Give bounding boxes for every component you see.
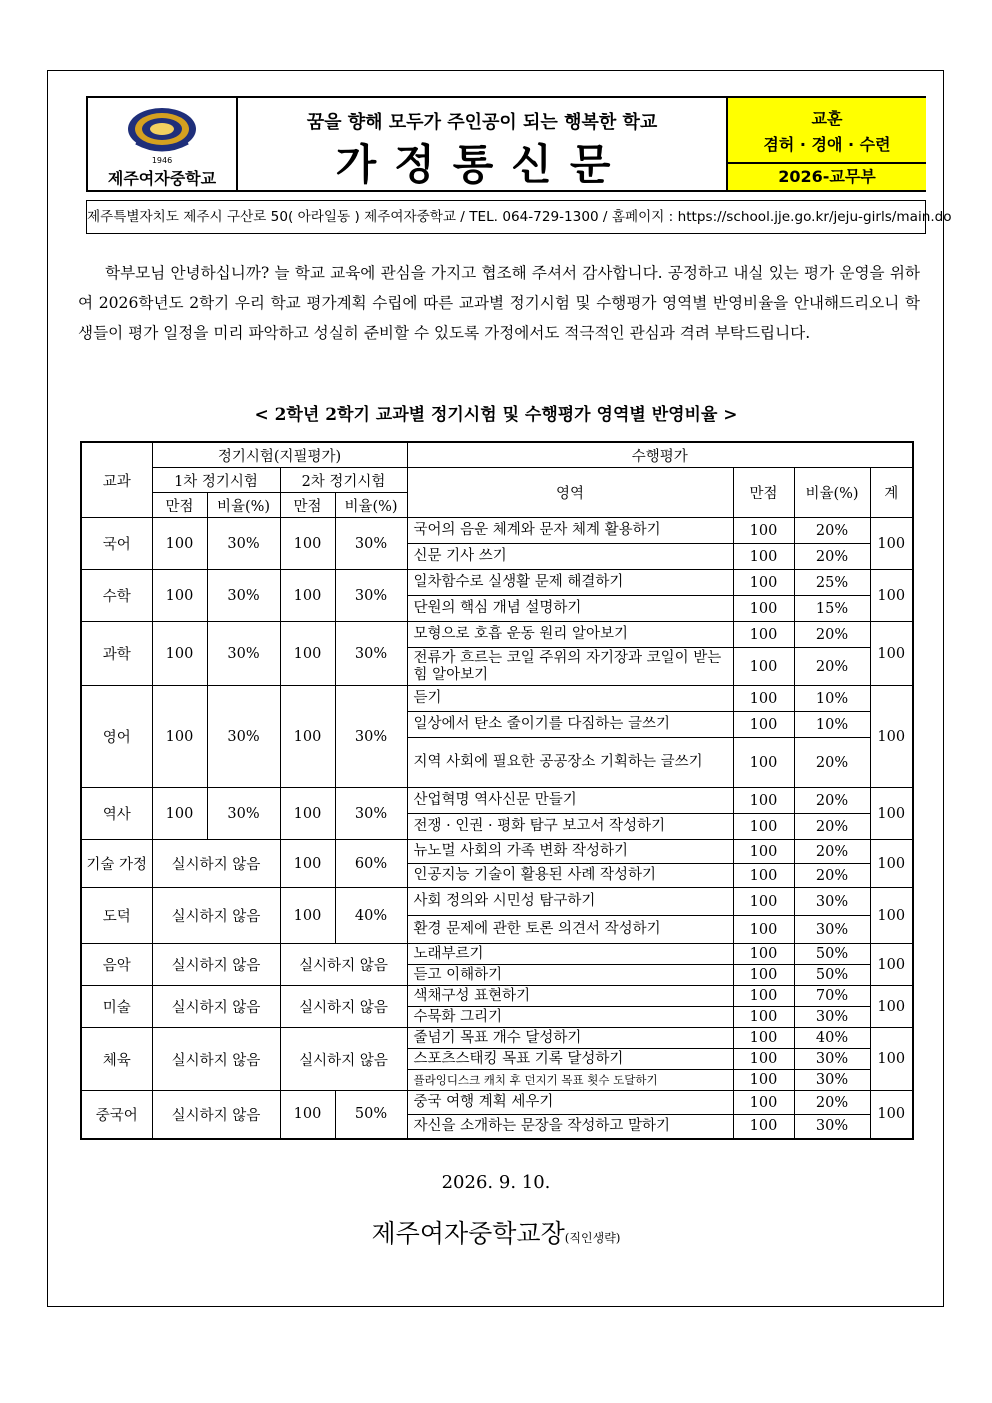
performance-area: 전류가 흐르는 코일 주위의 자기장과 코일이 받는 힘 알아보기 [407, 648, 733, 686]
performance-area: 인공지능 기술이 활용된 사례 작성하기 [407, 864, 733, 888]
performance-ratio: 70% [794, 986, 870, 1007]
exam1-ratio: 30% [207, 622, 280, 686]
performance-ratio: 40% [794, 1028, 870, 1049]
exam2-full: 100 [280, 686, 335, 788]
performance-total: 100 [870, 686, 913, 788]
performance-full: 100 [733, 788, 794, 814]
performance-full: 100 [733, 544, 794, 570]
performance-full: 100 [733, 814, 794, 840]
subject-name: 도덕 [81, 888, 152, 944]
subject-name: 체육 [81, 1028, 152, 1091]
performance-area: 듣고 이해하기 [407, 965, 733, 986]
performance-ratio: 10% [794, 686, 870, 712]
performance-ratio: 15% [794, 596, 870, 622]
performance-ratio: 20% [794, 738, 870, 788]
performance-full: 100 [733, 840, 794, 864]
performance-ratio: 20% [794, 1091, 870, 1115]
performance-full: 100 [733, 916, 794, 944]
subject-name: 역사 [81, 788, 152, 840]
school-name: 제주여자중학교 [107, 169, 217, 188]
performance-area: 지역 사회에 필요한 공공장소 기획하는 글쓰기 [407, 738, 733, 788]
subject-name: 영어 [81, 686, 152, 788]
exam1-ratio: 30% [207, 570, 280, 622]
performance-full: 100 [733, 596, 794, 622]
exam1-not-held: 실시하지 않음 [152, 1091, 280, 1139]
table-row [81, 1091, 913, 1115]
subject-name: 음악 [81, 944, 152, 986]
exam2-ratio: 30% [335, 622, 407, 686]
seal-note: (직인생략) [564, 1231, 621, 1245]
issue-date: 2026. 9. 10. [441, 1172, 551, 1193]
table-row [81, 1028, 913, 1049]
performance-ratio: 25% [794, 570, 870, 596]
exam2-ratio: 30% [335, 570, 407, 622]
exam1-not-held: 실시하지 않음 [152, 1028, 280, 1091]
header-perf-full: 만점 [733, 468, 794, 518]
performance-ratio: 10% [794, 712, 870, 738]
performance-ratio: 20% [794, 788, 870, 814]
performance-full: 100 [733, 1049, 794, 1070]
exam2-ratio: 30% [335, 518, 407, 570]
performance-full: 100 [733, 986, 794, 1007]
header-performance: 수행평가 [407, 442, 913, 468]
exam2-not-held: 실시하지 않음 [280, 986, 407, 1028]
school-logo [88, 98, 238, 190]
performance-area: 단원의 핵심 개념 설명하기 [407, 596, 733, 622]
subject-name: 과학 [81, 622, 152, 686]
performance-total: 100 [870, 1091, 913, 1139]
performance-area: 전쟁 · 인권 · 평화 탐구 보고서 작성하기 [407, 814, 733, 840]
performance-ratio: 30% [794, 1049, 870, 1070]
performance-full: 100 [733, 1007, 794, 1028]
performance-full: 100 [733, 1028, 794, 1049]
performance-area: 플라잉디스크 캐치 후 던지기 목표 횟수 도달하기 [407, 1070, 733, 1091]
performance-ratio: 20% [794, 518, 870, 544]
motto-text: 겸허 · 경애 · 수련 [763, 135, 891, 154]
performance-full: 100 [733, 965, 794, 986]
exam2-ratio: 50% [335, 1091, 407, 1139]
exam2-not-held: 실시하지 않음 [280, 1028, 407, 1091]
header-exam1-full: 만점 [152, 493, 207, 518]
performance-full: 100 [733, 570, 794, 596]
performance-total: 100 [870, 1028, 913, 1091]
performance-ratio: 30% [794, 888, 870, 916]
performance-full: 100 [733, 1070, 794, 1091]
table-row [81, 944, 913, 965]
exam2-full: 100 [280, 788, 335, 840]
exam1-not-held: 실시하지 않음 [152, 888, 280, 944]
exam1-ratio: 30% [207, 686, 280, 788]
performance-full: 100 [733, 686, 794, 712]
principal-name: 제주여자중학교장 [371, 1219, 565, 1248]
header-regular-exam: 정기시험(지필평가) [152, 442, 407, 468]
table-row [81, 788, 913, 814]
school-slogan: 꿈을 향해 모두가 주인공이 되는 행복한 학교 [306, 112, 658, 133]
title-block [238, 98, 726, 190]
exam1-not-held: 실시하지 않음 [152, 986, 280, 1028]
performance-ratio: 50% [794, 944, 870, 965]
performance-ratio: 20% [794, 544, 870, 570]
performance-full: 100 [733, 738, 794, 788]
exam2-full: 100 [280, 888, 335, 944]
subject-name: 국어 [81, 518, 152, 570]
performance-area: 중국 여행 계획 세우기 [407, 1091, 733, 1115]
exam2-full: 100 [280, 518, 335, 570]
header-exam2-full: 만점 [280, 493, 335, 518]
performance-area: 수묵화 그리기 [407, 1007, 733, 1028]
exam1-full: 100 [152, 570, 207, 622]
header-exam2: 2차 정기시험 [280, 468, 407, 493]
performance-area: 모형으로 호흡 운동 원리 알아보기 [407, 622, 733, 648]
performance-area: 국어의 음운 체계와 문자 체계 활용하기 [407, 518, 733, 544]
exam2-ratio: 40% [335, 888, 407, 944]
header-exam2-ratio: 비율(%) [335, 493, 407, 518]
performance-area: 자신을 소개하는 문장을 작성하고 말하기 [407, 1115, 733, 1139]
performance-full: 100 [733, 888, 794, 916]
intro-text [78, 258, 920, 348]
performance-full: 100 [733, 864, 794, 888]
performance-full: 100 [733, 944, 794, 965]
header-exam1: 1차 정기시험 [152, 468, 280, 493]
performance-ratio: 20% [794, 864, 870, 888]
logo-year: 1946 [151, 156, 173, 165]
performance-area: 색채구성 표현하기 [407, 986, 733, 1007]
motto-block [726, 98, 926, 190]
performance-total: 100 [870, 944, 913, 986]
table-row [81, 888, 913, 916]
performance-full: 100 [733, 648, 794, 686]
performance-area: 신문 기사 쓰기 [407, 544, 733, 570]
table-row [81, 570, 913, 596]
performance-area: 일상에서 탄소 줄이기를 다짐하는 글쓰기 [407, 712, 733, 738]
assessment-table-wrap [80, 441, 912, 1140]
letterhead [86, 96, 926, 192]
principal-signature [0, 1214, 992, 1250]
exam1-not-held: 실시하지 않음 [152, 944, 280, 986]
assessment-table [80, 441, 914, 1140]
performance-ratio: 20% [794, 840, 870, 864]
performance-full: 100 [733, 1091, 794, 1115]
performance-full: 100 [733, 712, 794, 738]
header-total: 계 [870, 468, 913, 518]
subject-name: 중국어 [81, 1091, 152, 1139]
exam2-full: 100 [280, 622, 335, 686]
performance-area: 산업혁명 역사신문 만들기 [407, 788, 733, 814]
exam2-not-held: 실시하지 않음 [280, 944, 407, 986]
table-row [81, 986, 913, 1007]
exam1-ratio: 30% [207, 788, 280, 840]
header-subject: 교과 [81, 442, 152, 518]
performance-area: 스포츠스태킹 목표 기록 달성하기 [407, 1049, 733, 1070]
exam1-full: 100 [152, 622, 207, 686]
subject-name: 수학 [81, 570, 152, 622]
header-area: 영역 [407, 468, 733, 518]
subject-name: 미술 [81, 986, 152, 1028]
performance-area: 줄넘기 목표 개수 달성하기 [407, 1028, 733, 1049]
performance-full: 100 [733, 622, 794, 648]
exam2-ratio: 30% [335, 686, 407, 788]
exam1-not-held: 실시하지 않음 [152, 840, 280, 888]
header-perf-ratio: 비율(%) [794, 468, 870, 518]
exam2-full: 100 [280, 840, 335, 888]
exam1-ratio: 30% [207, 518, 280, 570]
performance-total: 100 [870, 518, 913, 570]
exam1-full: 100 [152, 518, 207, 570]
exam2-full: 100 [280, 570, 335, 622]
header-exam1-ratio: 비율(%) [207, 493, 280, 518]
performance-full: 100 [733, 518, 794, 544]
assessment-table-body [81, 518, 913, 1139]
motto-label: 교훈 [811, 109, 843, 128]
performance-total: 100 [870, 622, 913, 686]
exam2-ratio: 60% [335, 840, 407, 888]
performance-total: 100 [870, 788, 913, 840]
performance-full: 100 [733, 1115, 794, 1139]
table-row [81, 518, 913, 544]
performance-ratio: 30% [794, 1007, 870, 1028]
table-row [81, 840, 913, 864]
performance-total: 100 [870, 888, 913, 944]
performance-area: 환경 문제에 관한 토론 의견서 작성하기 [407, 916, 733, 944]
performance-total: 100 [870, 840, 913, 888]
intro-paragraph: 학부모님 안녕하십니까? 늘 학교 교육에 관심을 가지고 협조해 주셔서 감사합니다. 공정하고 내실 있는 평가 운영을 위하여 2026학년도 2학기 우리 학교 평가계획 수립에 따른 교과별 정기시험 및 수행평가 영역별 반영비율을 안내해드리오니 학생들이 평가 일정을 미리 파악하고 성실히 준비할 수 있도록 가정에서도 적극적인 관심과 격려 부탁드립니다. [78, 264, 920, 342]
performance-area: 뉴노멀 사회의 가족 변화 작성하기 [407, 840, 733, 864]
performance-area: 노래부르기 [407, 944, 733, 965]
table-row [81, 622, 913, 648]
exam1-full: 100 [152, 788, 207, 840]
performance-area: 듣기 [407, 686, 733, 712]
school-address: 제주특별자치도 제주시 구산로 50( 아라일동 ) 제주여자중학교 / TEL. 064-729-1300 / 홈페이지 : https://school.jje.go.kr/jeju-girls/main.do [86, 200, 926, 234]
performance-ratio: 50% [794, 965, 870, 986]
performance-total: 100 [870, 986, 913, 1028]
performance-ratio: 30% [794, 1070, 870, 1091]
performance-total: 100 [870, 570, 913, 622]
table-row [81, 686, 913, 712]
performance-ratio: 30% [794, 1115, 870, 1139]
performance-ratio: 20% [794, 622, 870, 648]
performance-area: 사회 정의와 시민성 탐구하기 [407, 888, 733, 916]
performance-area: 일차함수로 실생활 문제 해결하기 [407, 570, 733, 596]
exam2-ratio: 30% [335, 788, 407, 840]
exam2-full: 100 [280, 1091, 335, 1139]
subject-name: 기술 가정 [81, 840, 152, 888]
performance-ratio: 30% [794, 916, 870, 944]
performance-ratio: 20% [794, 814, 870, 840]
table-title: < 2학년 2학기 교과별 정기시험 및 수행평가 영역별 반영비율 > [254, 405, 738, 425]
exam1-full: 100 [152, 686, 207, 788]
department-label: 2026-교무부 [728, 162, 926, 190]
school-emblem-icon [126, 107, 198, 155]
performance-ratio: 20% [794, 648, 870, 686]
page-title: 가정통신문 [335, 140, 629, 189]
